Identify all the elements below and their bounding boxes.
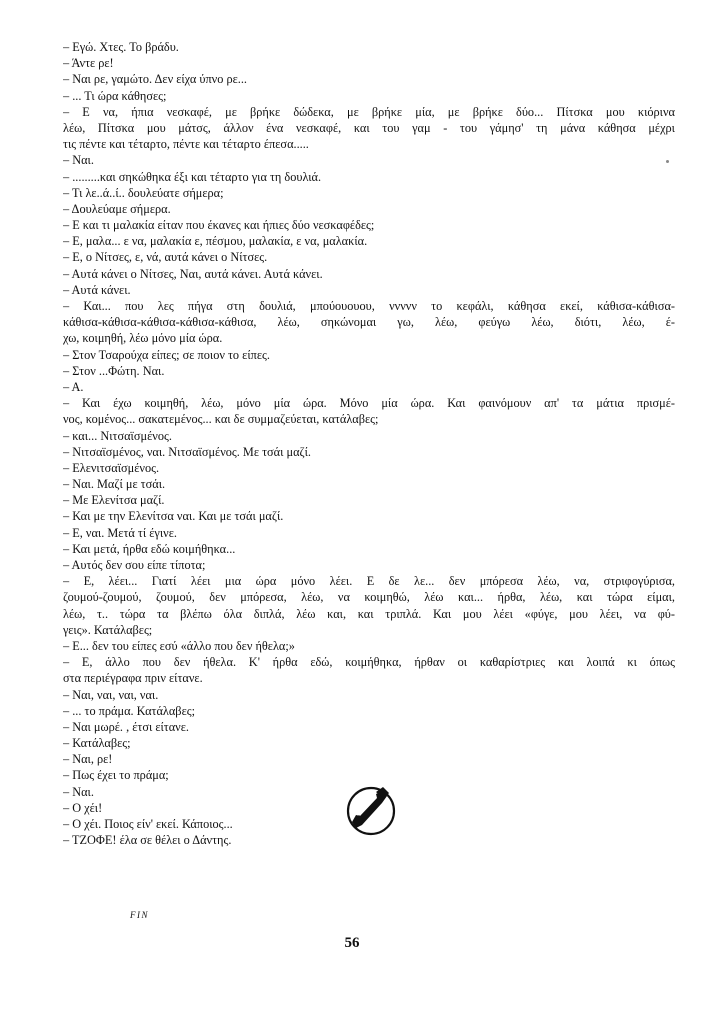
text-line: – Άντε ρε! [63,56,114,71]
text-line: – Ε, άλλο που δεν ήθελα. Κ' ήρθα εδώ, κοιμήθηκα, ήρθαν οι καθαρίστριες και λοιπά κι όπως [63,655,675,670]
text-line: – Ε, ναι. Μετά τί έγινε. [63,525,177,540]
text-line: – Ναι, ναι, ναι, ναι. [63,687,159,702]
text-line: – Αυτά κάνει. [63,282,131,297]
text-line: – Α. [63,379,84,394]
text-line: – Ναι. [63,153,94,168]
fin-label: FIN [130,910,149,920]
text-line: – Στον ...Φώτη. Ναι. [63,363,165,378]
text-line: – Αυτός δεν σου είπε τίποτα; [63,558,206,572]
text-line: – Στον Τσαρούχα είπες; σε ποιον το είπες. [63,347,270,362]
text-line: λέω, τ.. τώρα τα βλέπω όλα διπλά, λέω και, και τριπλά. Και μου λέει «φύγε, μου λέει, να φύ- [63,606,675,621]
dialogue-text [63,39,675,848]
text-line: κάθισα-κάθισα-κάθισα-κάθισα-κάθισα, λέω, σηκώνομαι γω, λέω, φεύγω λέω, διότι, λέω, έ- [63,315,675,330]
text-line: – Και έχω κοιμηθή, λέω, μόνο μία ώρα. Μόνο μία ώρα. Και φαινόμουν απ' τα μάτια πρισμέ- [63,396,675,411]
text-line: – Εγώ. Χτες. Το βράδυ. [63,40,179,54]
text-line: – Και με την Ελενίτσα ναι. Και με τσάι μαζί. [63,509,284,524]
text-line: – Ε να, ήπια νεσκαφέ, με βρήκε δώδεκα, με βρήκε μία, με βρήκε δύο... Πίτσκα μου κιόρινα [63,104,675,119]
page-number: 56 [344,935,360,951]
text-line: – Ε, μαλα... ε να, μαλακία ε, πέσμου, μαλακία, ε να, μαλακία. [63,234,368,249]
text-line: – .........και σηκώθηκα έξι και τέταρτο για τη δουλιά. [63,169,322,184]
text-line: – Με Ελενίτσα μαζί. [63,493,165,508]
text-line: – Και... που λες πήγα στη δουλιά, μπούουουου, ννννν το κεφάλι, κάθησα εκεί, κάθισα-κάθισα- [63,299,675,313]
text-line: – Ναι. [63,784,94,799]
text-line: – Αυτά κάνει ο Νίτσες, Ναι, αυτά κάνει. Αυτά κάνει. [63,266,323,281]
text-line: – Ναι. Μαζί με τσάι. [63,477,166,492]
text-line: – Κατάλαβες; [63,736,131,751]
text-line: – Νιτσαϊσμένος, ναι. Νιτσαϊσμένος. Με τσάι μαζί. [63,444,312,459]
text-line: – Και μετά, ήρθα εδώ κοιμήθηκα... [63,541,236,556]
text-line: – Ε, ο Νίτσες, ε, νά, αυτά κάνει ο Νίτσες. [63,250,268,265]
text-line: – Ο χέι! [63,800,103,815]
text-line: – Ε και τι μαλακία είταν που έκανες και ήπιες δύο νεσκαφέδες; [63,218,375,233]
text-line: στα περιέγραφα πριν είτανε. [63,671,203,686]
text-line: – ... το πράμα. Κατάλαβες; [63,703,196,718]
text-line: – Πως έχει το πράμα; [63,768,169,783]
text-line: λέω, Πίτσκα μου μάτσς, άλλον ένα νεσκαφέ, και του γαμ - του γάμησ' τη μάνα κάθησα μέχρι [63,120,675,135]
text-line: – Ελενιτσαϊσμένος. [63,460,160,475]
text-line: νος, κομένος... σακατεμένος... και δε συμμαζεύεται, κατάλαβες; [63,412,379,427]
text-line: – ΤΖΟΦΕ! έλα σε θέλει ο Δάντης. [63,833,232,848]
text-line: – Ε, λέει... Γιατί λέει μια ώρα μόνο λέει. Ε δε λε... δεν μπόρεσα λέω, να, στριφογύρισα, [63,574,675,589]
text-line: ζουμού-ζουμού, ζουμού, δεν μπόρεσα, λέω, να κοιμηθώ, λέω και... ήρθα, λέω, και τώρα είμαι, [63,590,675,605]
text-line: χω, κοιμηθή, λέω μόνο μία ώρα. [63,331,223,346]
text-line: – Δουλεύαμε σήμερα. [63,201,171,216]
text-line: – Ε... δεν του είπες εσύ «άλλο που δεν ήθελα;» [63,638,295,653]
text-line: τις πέντε και τέταρτο, πέντε και τέταρτο έπεσα..... [63,137,309,152]
text-line: – Ναι, ρε! [63,752,113,767]
print-speck [666,160,669,163]
text-line: – Ο χέι. Ποιος είν' εκεί. Κάποιος... [63,817,233,831]
text-line: – Τι λε..ά..ί.. δουλεύατε σήμερα; [63,185,224,200]
text-line: – Ναι μωρέ. , έτσι είτανε. [63,719,189,734]
telephone-handset-icon [342,784,400,838]
text-line: γεις». Κατάλαβες; [63,622,153,637]
text-line: – Ναι ρε, γαμώτο. Δεν είχα ύπνο ρε... [63,72,247,87]
text-line: – ... Τι ώρα κάθησες; [63,88,167,103]
text-line: – και... Νιτσαϊσμένος. [63,428,172,443]
